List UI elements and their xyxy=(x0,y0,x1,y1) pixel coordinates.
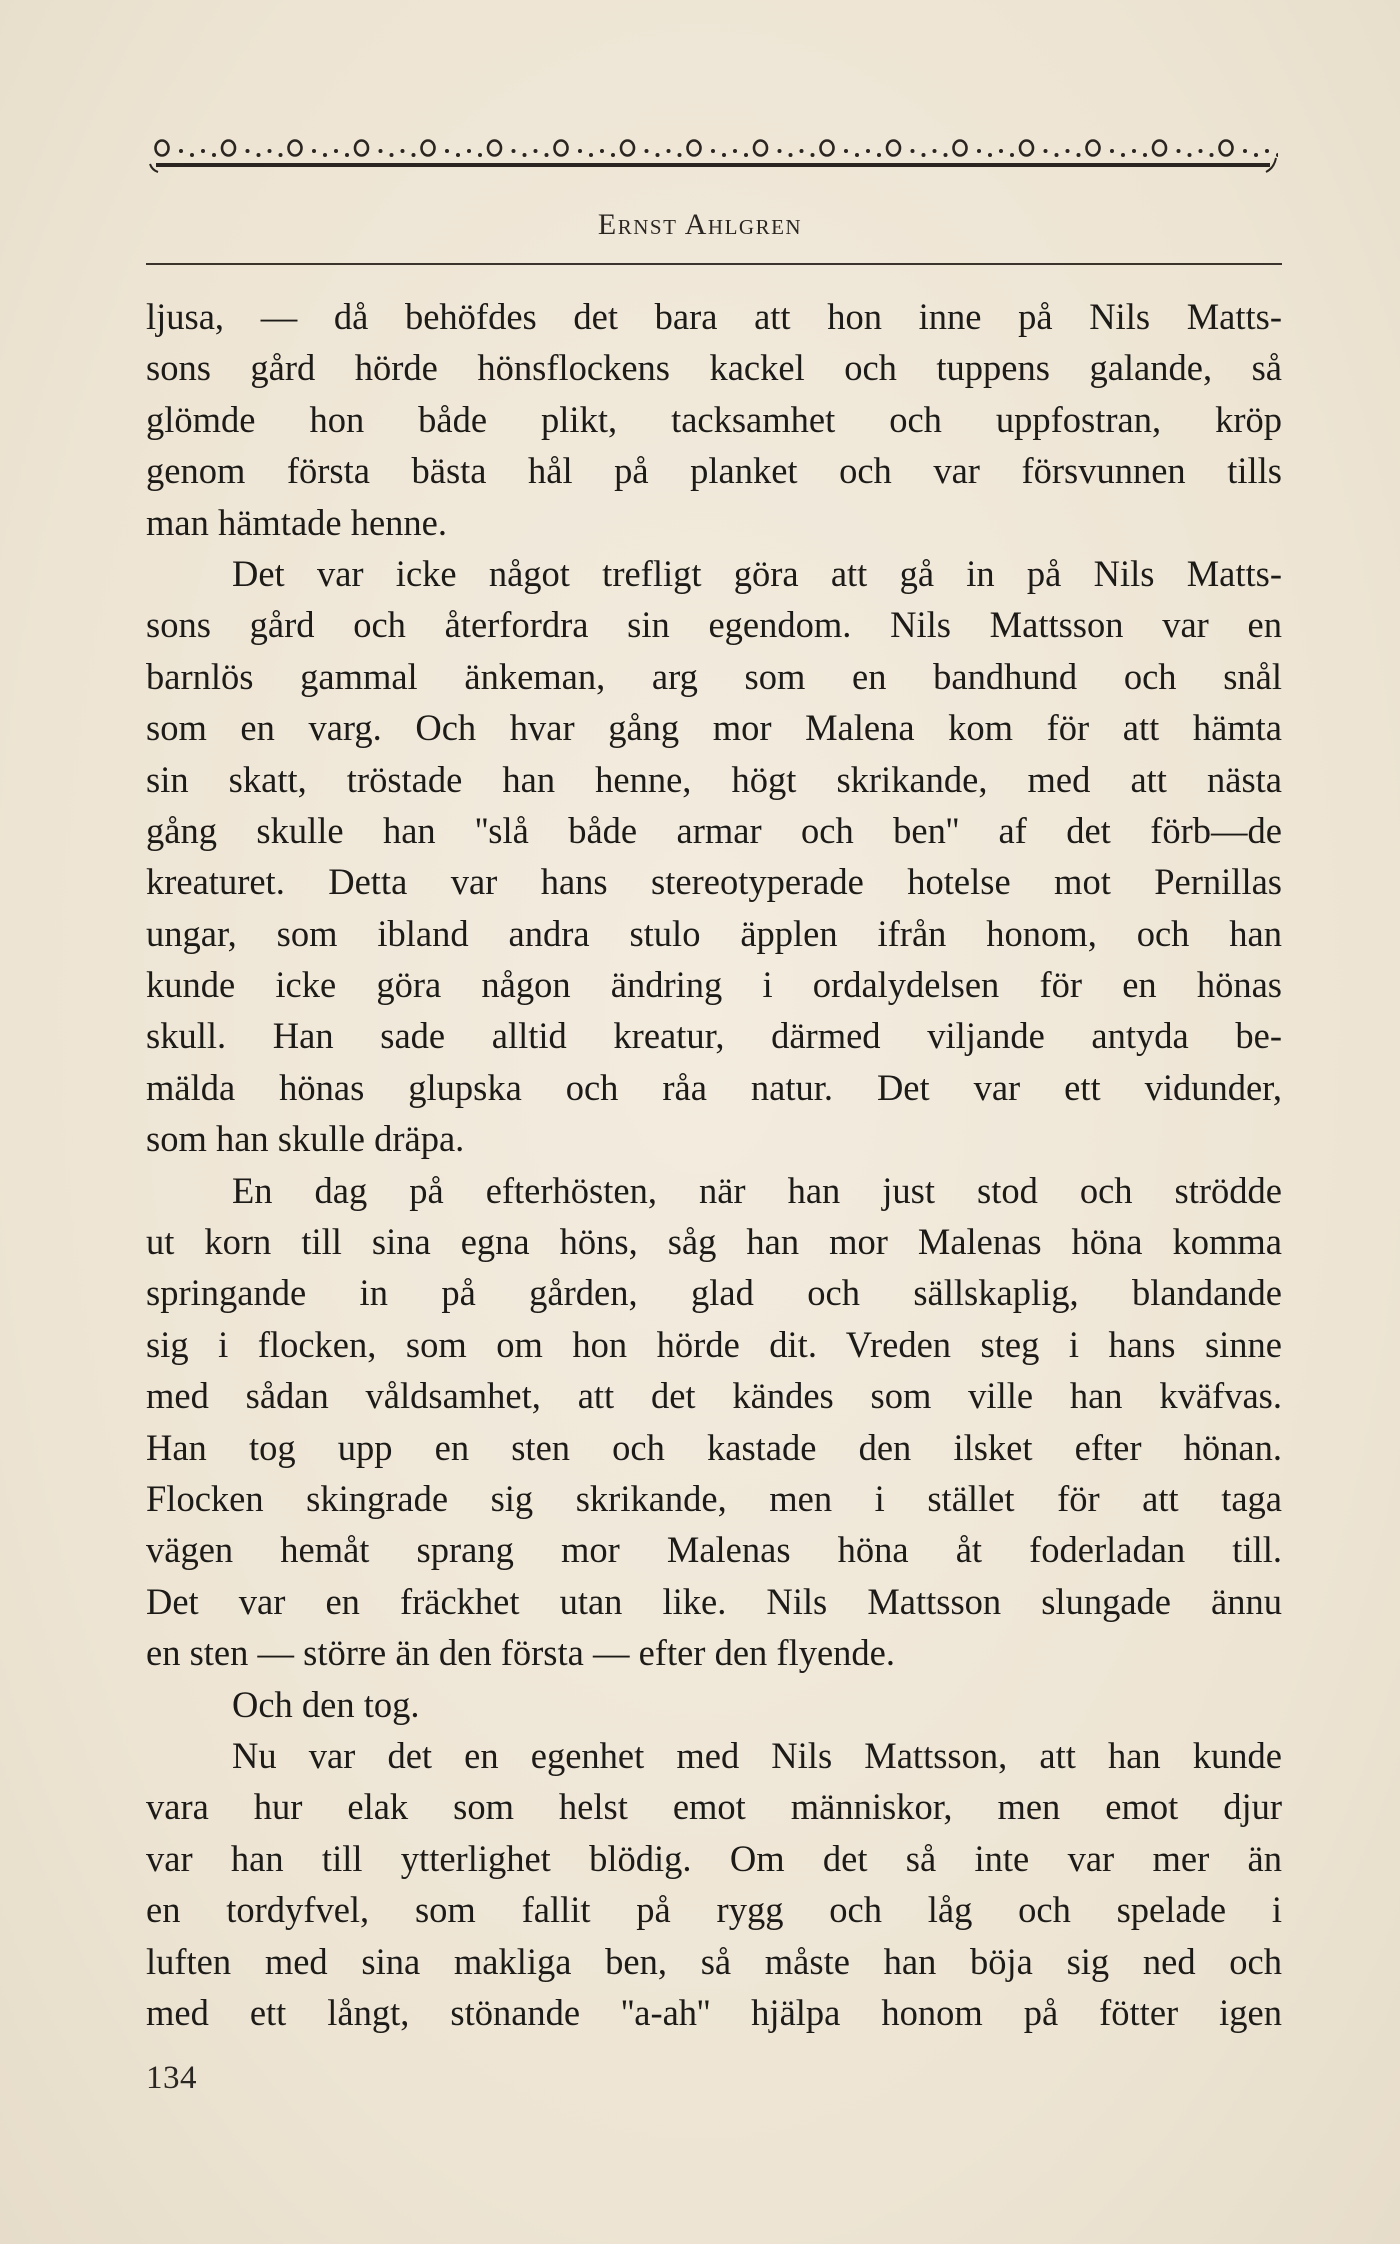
header-rule xyxy=(146,263,1282,265)
text-line: som han skulle dräpa. xyxy=(146,1118,465,1160)
text-line: som en varg. Och hvar gång mor Malena kom för att hämta xyxy=(146,707,1282,749)
text-line: vara hur elak som helst emot människor, men emot djur xyxy=(146,1786,1282,1828)
text-line: Det var icke något trefligt göra att gå in på Nils Matts- xyxy=(232,552,1282,594)
text-line: kunde icke göra någon ändring i ordalydelsen för en hönas xyxy=(146,964,1282,1006)
text-line: ungar, som ibland andra stulo äpplen ifrån honom, och han xyxy=(146,912,1282,954)
text-line: sons gård och återfordra sin egendom. Nils Mattsson var en xyxy=(146,604,1282,646)
text-line: en sten — större än den första — efter den flyende. xyxy=(146,1632,895,1674)
text-line: skull. Han sade alltid kreatur, därmed viljande antyda be- xyxy=(146,1015,1282,1057)
text-line: sin skatt, tröstade han henne, högt skrikande, med att nästa xyxy=(146,758,1282,800)
text-line: sons gård hörde hönsflockens kackel och tuppens galande, så xyxy=(146,347,1282,389)
running-head: Ernst Ahlgren xyxy=(597,208,803,241)
text-line: springande in på gården, glad och sällskaplig, blandande xyxy=(146,1272,1282,1314)
text-line: med sådan våldsamhet, att det kändes som ville han kväfvas. xyxy=(146,1375,1282,1417)
text-line: Flocken skingrade sig skrikande, men i stället för att taga xyxy=(146,1477,1282,1519)
text-line: genom första bästa hål på planket och var försvunnen tills xyxy=(146,450,1282,492)
text-line: man hämtade henne. xyxy=(146,501,448,543)
text-line: Det var en fräckhet utan like. Nils Mattsson slungade ännu xyxy=(146,1580,1282,1622)
decorative-chain-border-icon xyxy=(148,130,1278,180)
text-line: mälda hönas glupska och råa natur. Det var ett vidunder, xyxy=(146,1066,1282,1108)
text-line: med ett långt, stönande ''a-ah'' hjälpa honom på fötter igen xyxy=(146,1991,1282,2033)
text-line: var han till ytterlighet blödig. Om det så inte var mer än xyxy=(146,1837,1282,1879)
text-line: ljusa, — då behöfdes det bara att hon inne på Nils Matts- xyxy=(146,296,1282,337)
text-line: sig i flocken, som om hon hörde dit. Vreden steg i hans sinne xyxy=(146,1323,1282,1365)
text-line: Nu var det en egenhet med Nils Mattsson, att han kunde xyxy=(232,1734,1282,1776)
text-line: en tordyfvel, som fallit på rygg och låg och spelade i xyxy=(146,1889,1282,1931)
body-text xyxy=(146,291,1282,2038)
text-line: gång skulle han ''slå både armar och ben'' af det förb—de xyxy=(146,809,1282,851)
text-line: glömde hon både plikt, tacksamhet och uppfostran, kröp xyxy=(146,398,1282,440)
text-line: vägen hemåt sprang mor Malenas höna åt foderladan till. xyxy=(146,1529,1282,1571)
text-line: Han tog upp en sten och kastade den ilsket efter hönan. xyxy=(146,1426,1282,1468)
text-line: Och den tog. xyxy=(232,1683,420,1725)
page-number: 134 xyxy=(146,2060,197,2096)
text-line: barnlös gammal änkeman, arg som en bandhund och snål xyxy=(146,655,1282,697)
text-line: En dag på efterhösten, när han just stod och strödde xyxy=(232,1169,1282,1211)
text-line: luften med sina makliga ben, så måste han böja sig ned och xyxy=(146,1940,1282,1982)
text-line: kreaturet. Detta var hans stereotyperade hotelse mot Pernillas xyxy=(146,861,1282,903)
text-line: ut korn till sina egna höns, såg han mor Malenas höna komma xyxy=(146,1221,1282,1263)
